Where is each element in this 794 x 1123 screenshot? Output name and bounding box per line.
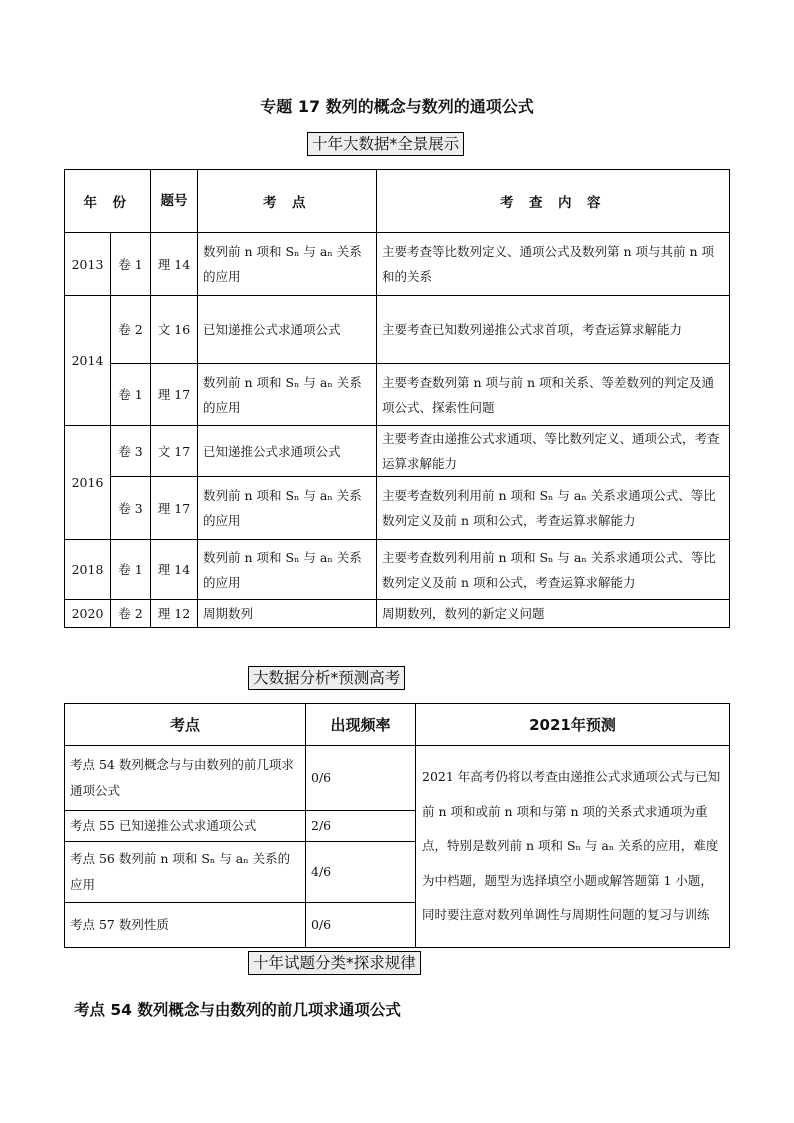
question-number-cell: 文 16 — [151, 296, 198, 364]
content-cell: 主要考查数列利用前 n 项和 Sₙ 与 aₙ 关系求通项公式、等比数列定义及前 n 项和公式，考查运算求解能力 — [377, 540, 730, 600]
content-cell: 主要考查等比数列定义、通项公式及数列第 n 项与其前 n 项和的关系 — [377, 233, 730, 296]
exam-point-cell: 数列前 n 项和 Sₙ 与 aₙ 关系的应用 — [198, 477, 377, 540]
exam-point-cell: 数列前 n 项和 Sₙ 与 aₙ 关系的应用 — [198, 233, 377, 296]
exam-point-cell: 考点 57 数列性质 — [65, 903, 306, 948]
content-cell: 主要考查已知数列递推公式求首项，考查运算求解能力 — [377, 296, 730, 364]
exam-history-table — [64, 169, 730, 628]
paper-cell: 卷 1 — [111, 540, 151, 600]
table-row — [65, 540, 730, 600]
banner-ten-year-classification: 十年试题分类*探求规律 — [248, 951, 421, 975]
frequency-cell: 0/6 — [306, 903, 416, 948]
header-exam-point: 考点 — [65, 704, 306, 746]
year-cell: 2018 — [65, 540, 111, 600]
exam-point-cell: 数列前 n 项和 Sₙ 与 aₙ 关系的应用 — [198, 364, 377, 426]
page-title: 专题 17 数列的概念与数列的通项公式 — [260, 97, 534, 116]
exam-point-cell: 考点 56 数列前 n 项和 Sₙ 与 aₙ 关系的应用 — [65, 842, 306, 903]
question-number-cell: 理 17 — [151, 364, 198, 426]
year-cell: 2016 — [65, 426, 111, 540]
table-header-row — [65, 170, 730, 233]
paper-cell: 卷 3 — [111, 426, 151, 477]
frequency-prediction-table — [64, 703, 730, 948]
year-cell: 2013 — [65, 233, 111, 296]
year-cell: 2014 — [65, 296, 111, 426]
table-row — [65, 296, 730, 364]
table-row — [65, 746, 730, 811]
table-row — [65, 426, 730, 477]
paper-cell: 卷 2 — [111, 296, 151, 364]
frequency-cell: 4/6 — [306, 842, 416, 903]
table-row — [65, 477, 730, 540]
paper-cell: 卷 1 — [111, 233, 151, 296]
table-row — [65, 364, 730, 426]
header-question-number: 题号 — [151, 170, 198, 233]
question-number-cell: 理 14 — [151, 233, 198, 296]
content-cell: 周期数列，数列的新定义问题 — [377, 600, 730, 628]
table-header-row — [65, 704, 730, 746]
content-cell: 主要考查由递推公式求通项、等比数列定义、通项公式，考查运算求解能力 — [377, 426, 730, 477]
question-number-cell: 理 17 — [151, 477, 198, 540]
paper-cell: 卷 3 — [111, 477, 151, 540]
table-row — [65, 233, 730, 296]
exam-point-cell: 考点 55 已知递推公式求通项公式 — [65, 811, 306, 842]
prediction-cell: 2021 年高考仍将以考查由递推公式求通项公式与已知前 n 项和或前 n 项和与第 n 项的关系式求通项为重点，特别是数列前 n 项和 Sₙ 与 aₙ 关系的应用，难度为中档题，题型为选择填空小题或解答题第 1 小题，同时要注意对数列单调性与周期性问题的复习与训练 — [416, 746, 730, 948]
question-number-cell: 理 14 — [151, 540, 198, 600]
exam-point-cell: 已知递推公式求通项公式 — [198, 296, 377, 364]
header-content: 考 查 内 容 — [377, 170, 730, 233]
frequency-cell: 0/6 — [306, 746, 416, 811]
table-row — [65, 600, 730, 628]
header-year: 年 份 — [65, 170, 151, 233]
paper-cell: 卷 1 — [111, 364, 151, 426]
content-cell: 主要考查数列利用前 n 项和 Sₙ 与 aₙ 关系求通项公式、等比数列定义及前 n 项和公式，考查运算求解能力 — [377, 477, 730, 540]
exam-point-cell: 周期数列 — [198, 600, 377, 628]
exam-point-cell: 已知递推公式求通项公式 — [198, 426, 377, 477]
question-number-cell: 文 17 — [151, 426, 198, 477]
header-frequency: 出现频率 — [306, 704, 416, 746]
paper-cell: 卷 2 — [111, 600, 151, 628]
header-prediction: 2021年预测 — [416, 704, 730, 746]
header-exam-point: 考 点 — [198, 170, 377, 233]
exam-point-cell: 考点 54 数列概念与与由数列的前几项求通项公式 — [65, 746, 306, 811]
content-cell: 主要考查数列第 n 项与前 n 项和关系、等差数列的判定及通项公式、探索性问题 — [377, 364, 730, 426]
section-heading: 考点 54 数列概念与由数列的前几项求通项公式 — [74, 1001, 401, 1019]
question-number-cell: 理 12 — [151, 600, 198, 628]
banner-ten-year-data: 十年大数据*全景展示 — [307, 132, 464, 156]
exam-point-cell: 数列前 n 项和 Sₙ 与 aₙ 关系的应用 — [198, 540, 377, 600]
banner-data-analysis: 大数据分析*预测高考 — [248, 666, 405, 690]
frequency-cell: 2/6 — [306, 811, 416, 842]
year-cell: 2020 — [65, 600, 111, 628]
